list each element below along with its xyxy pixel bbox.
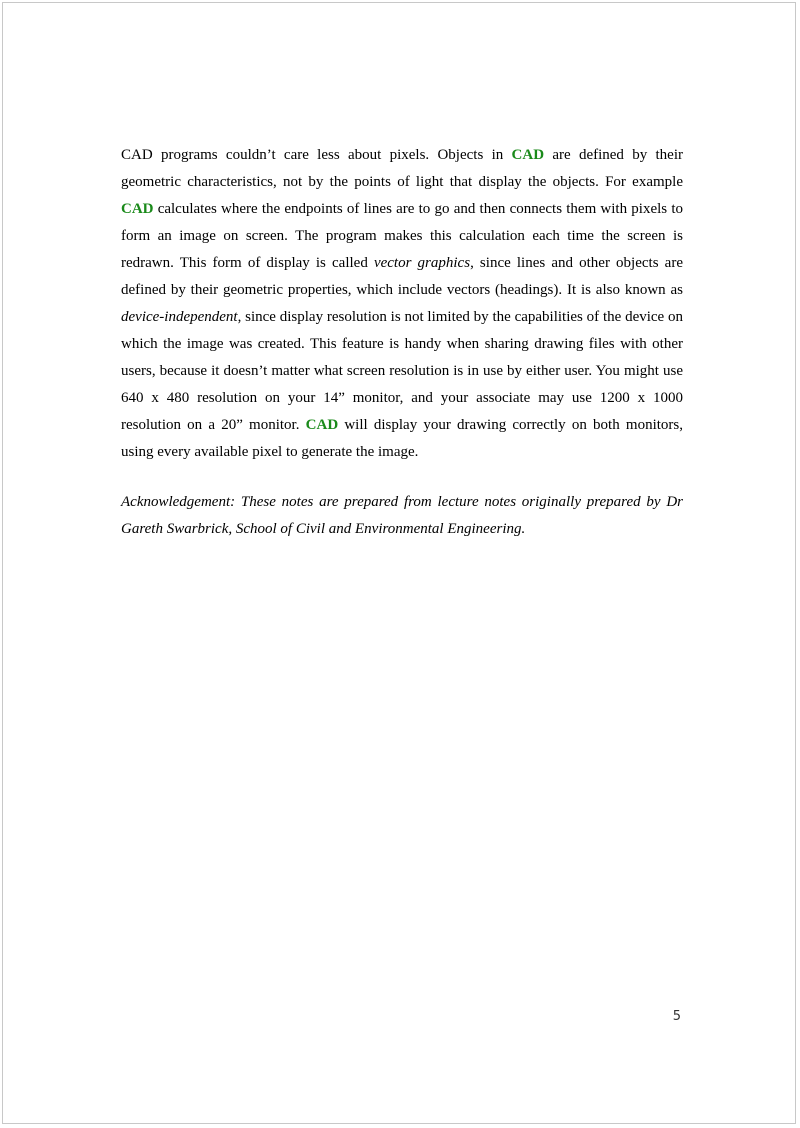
paragraph-run: CAD programs couldn’t care less about pixels. Objects in bbox=[121, 147, 512, 163]
paragraph-run: , since lines and other objects are defined by their geometric properties, which include vectors (headings). It is also known as bbox=[121, 255, 683, 298]
cad-term: CAD bbox=[121, 201, 154, 217]
paragraph-run: are defined by their geometric characteristics, not by the points of light that display the objects. For example bbox=[121, 147, 683, 190]
body-paragraph bbox=[121, 142, 683, 466]
page-number: 5 bbox=[672, 1009, 681, 1024]
cad-term: CAD bbox=[305, 417, 339, 433]
paragraph-run: calculates where the endpoints of lines are to go and then connects them with pixels to form an image on screen. The program makes this calculation each time the screen is redrawn. This form of display is called bbox=[121, 201, 683, 271]
italic-term: vector graphics bbox=[373, 255, 471, 271]
paragraph-run: will display your drawing correctly on both monitors, using every available pixel to generate the image. bbox=[121, 417, 683, 460]
italic-term: device-independent bbox=[121, 309, 238, 325]
cad-term: CAD bbox=[511, 147, 545, 163]
paragraph-run: , since display resolution is not limited by the capabilities of the device on which the image was created. This feature is handy when sharing drawing files with other users, because it doesn’t matter what screen resolution is in use by either user. You might use 640 x 480 resolution on your 14” monitor, and your associate may use 1200 x 1000 resolution on a 20” monitor. bbox=[121, 309, 683, 433]
acknowledgement: Acknowledgement: These notes are prepared from lecture notes originally prepared by Dr Gareth Swarbrick, School of Civil and Environmental Engineering. bbox=[121, 494, 683, 537]
document-page bbox=[2, 2, 796, 1124]
